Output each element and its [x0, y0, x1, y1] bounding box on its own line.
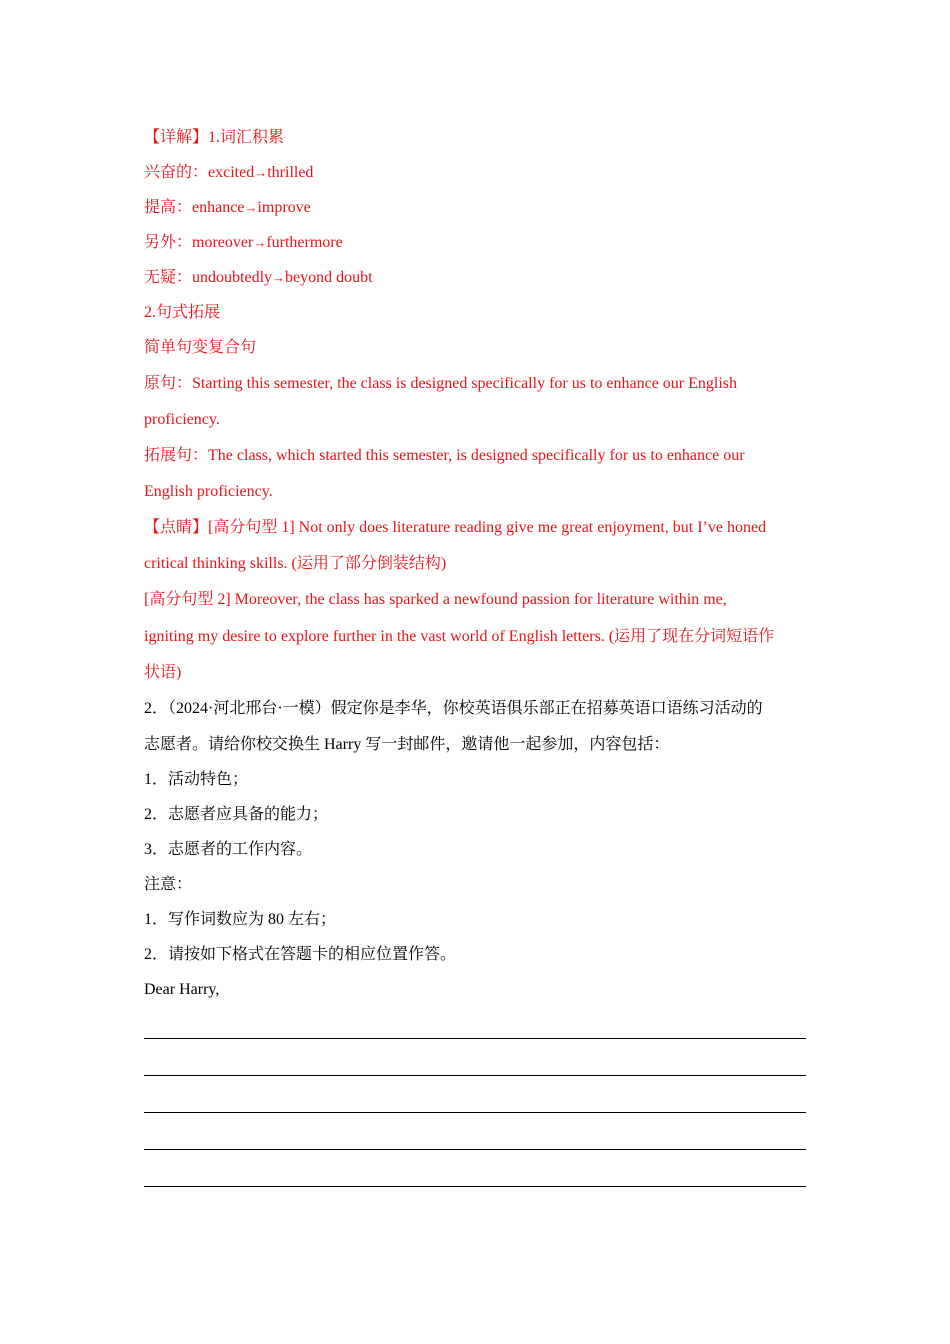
letter-salutation: Dear Harry,: [144, 981, 220, 998]
answer-line: [144, 1155, 806, 1192]
arrow-icon: →: [254, 165, 268, 180]
answer-line: [144, 1007, 806, 1044]
explanation-tag: 【详解】: [144, 129, 209, 146]
notes-label: 注意：: [144, 876, 193, 893]
highlight-item-2-cont: igniting my desire to explore further in the vast world of English letters. (运用了现在分词短语作: [144, 628, 775, 645]
section2-subtitle: 简单句变复合句: [144, 339, 257, 356]
vocab-from: undoubtedly: [192, 269, 273, 286]
vocab-to: thrilled: [267, 164, 314, 181]
vocab-cn: 另外：: [144, 234, 193, 251]
expanded-sentence: [144, 437, 806, 474]
vocab-cn: 提高：: [144, 199, 193, 216]
explanation-heading: [144, 120, 806, 155]
vocab-to: furthermore: [266, 234, 343, 251]
vocab-from: moreover: [192, 234, 254, 251]
highlight-1-text: [高分句型 1] Not only does literature reading give me great enjoyment, but I’ve honed: [208, 519, 767, 536]
highlight-tag: 【点睛】: [144, 519, 209, 536]
expanded-sentence-cont: English proficiency.: [144, 483, 273, 500]
vocab-from: enhance: [192, 199, 245, 216]
note-item: 1．写作词数应为 80 左右；: [144, 911, 337, 928]
vocab-from: excited: [208, 164, 255, 181]
question-intro-cont: 志愿者。请给你校交换生 Harry 写一封邮件，邀请他一起参加，内容包括：: [144, 736, 670, 753]
expanded-label: 拓展句：: [144, 447, 209, 464]
document-page: [144, 120, 806, 1192]
arrow-icon: →: [272, 270, 286, 285]
highlight-item-2-end: 状语): [144, 664, 182, 681]
highlight-item-2: [高分句型 2] Moreover, the class has sparked a newfound passion for literature within me,: [144, 591, 727, 608]
vocab-to: improve: [257, 199, 311, 216]
original-text: Starting this semester, the class is designed specifically for us to enhance our English: [192, 375, 738, 392]
answer-line: [144, 1044, 806, 1081]
highlight-item-1-cont: critical thinking skills. (运用了部分倒装结构): [144, 555, 447, 572]
explanation-heading-text: 1.词汇积累: [208, 129, 285, 146]
arrow-icon: →: [253, 235, 267, 250]
original-sentence: [144, 365, 806, 402]
question-point: 1．活动特色；: [144, 771, 249, 788]
arrow-icon: →: [244, 200, 258, 215]
vocab-item: [144, 190, 806, 225]
vocab-item: [144, 155, 806, 190]
expanded-text: The class, which started this semester, is designed specifically for us to enhance our: [208, 447, 745, 464]
section2-title: 2.句式拓展: [144, 304, 221, 321]
question-point: 3．志愿者的工作内容。: [144, 841, 313, 858]
answer-line: [144, 1118, 806, 1155]
vocab-item: [144, 260, 806, 295]
original-label: 原句：: [144, 375, 193, 392]
vocab-cn: 无疑：: [144, 269, 193, 286]
answer-lines: [144, 1007, 806, 1192]
answer-line: [144, 1081, 806, 1118]
vocab-cn: 兴奋的：: [144, 164, 209, 181]
vocab-to: beyond doubt: [285, 269, 373, 286]
question-intro: 2．（2024·河北邢台·一模）假定你是李华，你校英语俱乐部正在招募英语口语练习活动的: [144, 700, 763, 717]
question-point: 2．志愿者应具备的能力；: [144, 806, 329, 823]
note-item: 2．请按如下格式在答题卡的相应位置作答。: [144, 946, 457, 963]
highlight-item-1: [144, 509, 806, 546]
vocab-item: [144, 225, 806, 260]
original-sentence-cont: proficiency.: [144, 411, 220, 428]
